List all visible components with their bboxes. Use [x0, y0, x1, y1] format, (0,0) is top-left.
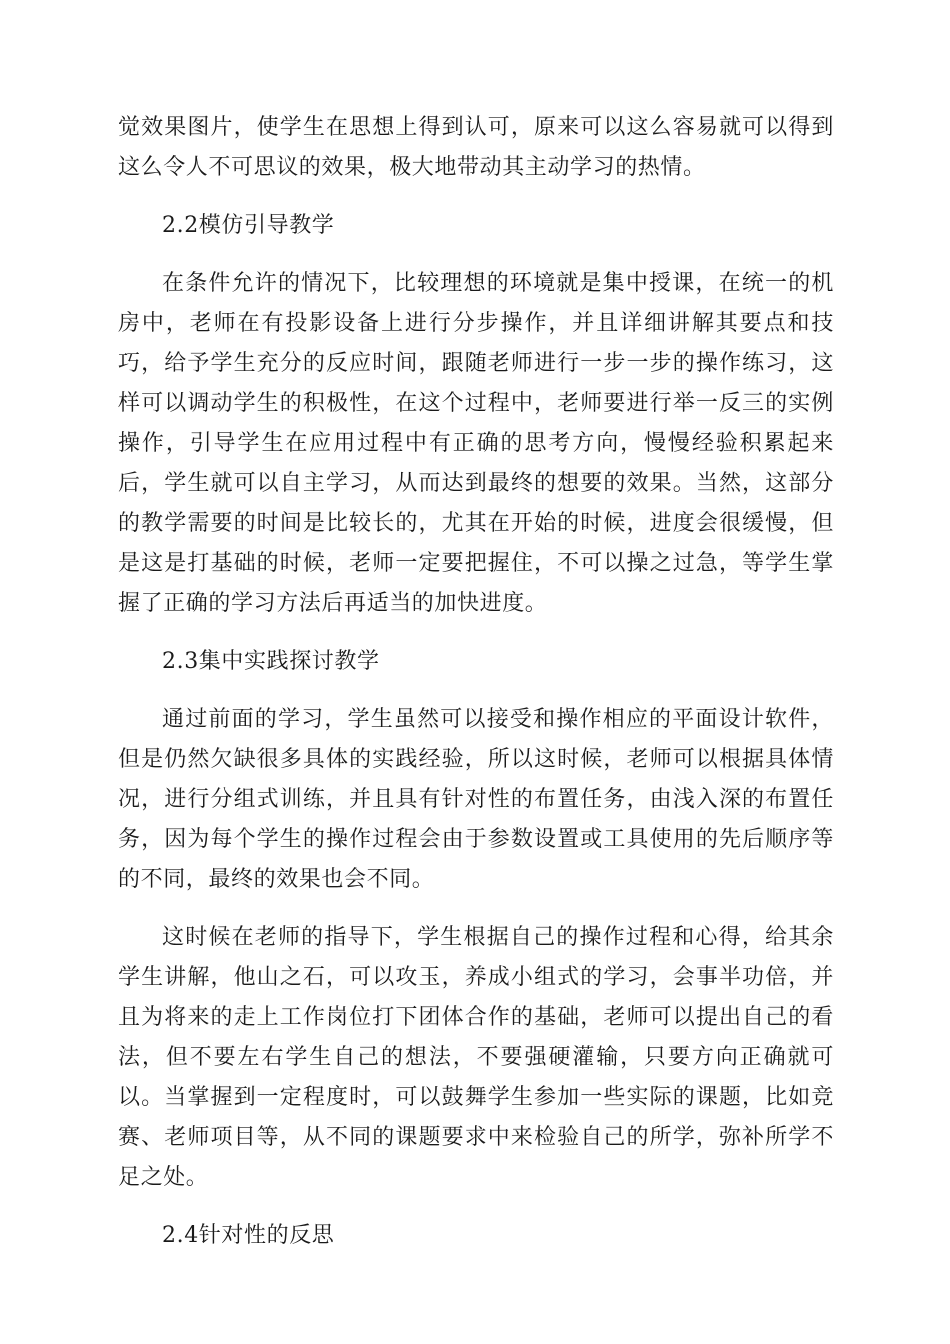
paragraph-practice-intro: 通过前面的学习，学生虽然可以接受和操作相应的平面设计软件，但是仍然欠缺很多具体的实践经验，所以这时候，老师可以根据具体情况，进行分组式训练，并且具有针对性的布置任务，由浅入深的布置任务，因为每个学生的操作过程会由于参数设置或工具使用的先后顺序等的不同，最终的效果也会不同。	[118, 707, 834, 892]
paragraph-peer-learning: 这时候在老师的指导下，学生根据自己的操作过程和心得，给其余学生讲解，他山之石，可以攻玉，养成小组式的学习，会事半功倍，并且为将来的走上工作岗位打下团体合作的基础，老师可以提出自己的看法，但不要左右学生自己的想法，不要强硬灌输，只要方向正确就可以。当掌握到一定程度时，可以鼓舞学生参加一些实际的课题，比如竞赛、老师项目等，从不同的课题要求中来检验自己的所学，弥补所学不足之处。	[118, 925, 834, 1190]
section-heading-2-3: 2.3集中实践探讨教学	[162, 649, 380, 674]
paragraph-imitation-teaching: 在条件允许的情况下，比较理想的环境就是集中授课，在统一的机房中，老师在有投影设备上进行分步操作，并且详细讲解其要点和技巧，给予学生充分的反应时间，跟随老师进行一步一步的操作练习，这样可以调动学生的积极性，在这个过程中，老师要进行举一反三的实例操作，引导学生在应用过程中有正确的思考方向，慢慢经验积累起来后，学生就可以自主学习，从而达到最终的想要的效果。当然，这部分的教学需要的时间是比较长的，尤其在开始的时候，进度会很缓慢，但是这是打基础的时候，老师一定要把握住，不可以操之过急，等学生掌握了正确的学习方法后再适当的加快进度。	[118, 271, 834, 616]
section-heading-2-4: 2.4针对性的反思	[162, 1223, 335, 1248]
document-page	[118, 108, 834, 1256]
section-heading-2-2: 2.2模仿引导教学	[162, 213, 335, 238]
paragraph-continuation: 觉效果图片，使学生在思想上得到认可，原来可以这么容易就可以得到这么令人不可思议的效果，极大地带动其主动学习的热情。	[118, 115, 834, 180]
